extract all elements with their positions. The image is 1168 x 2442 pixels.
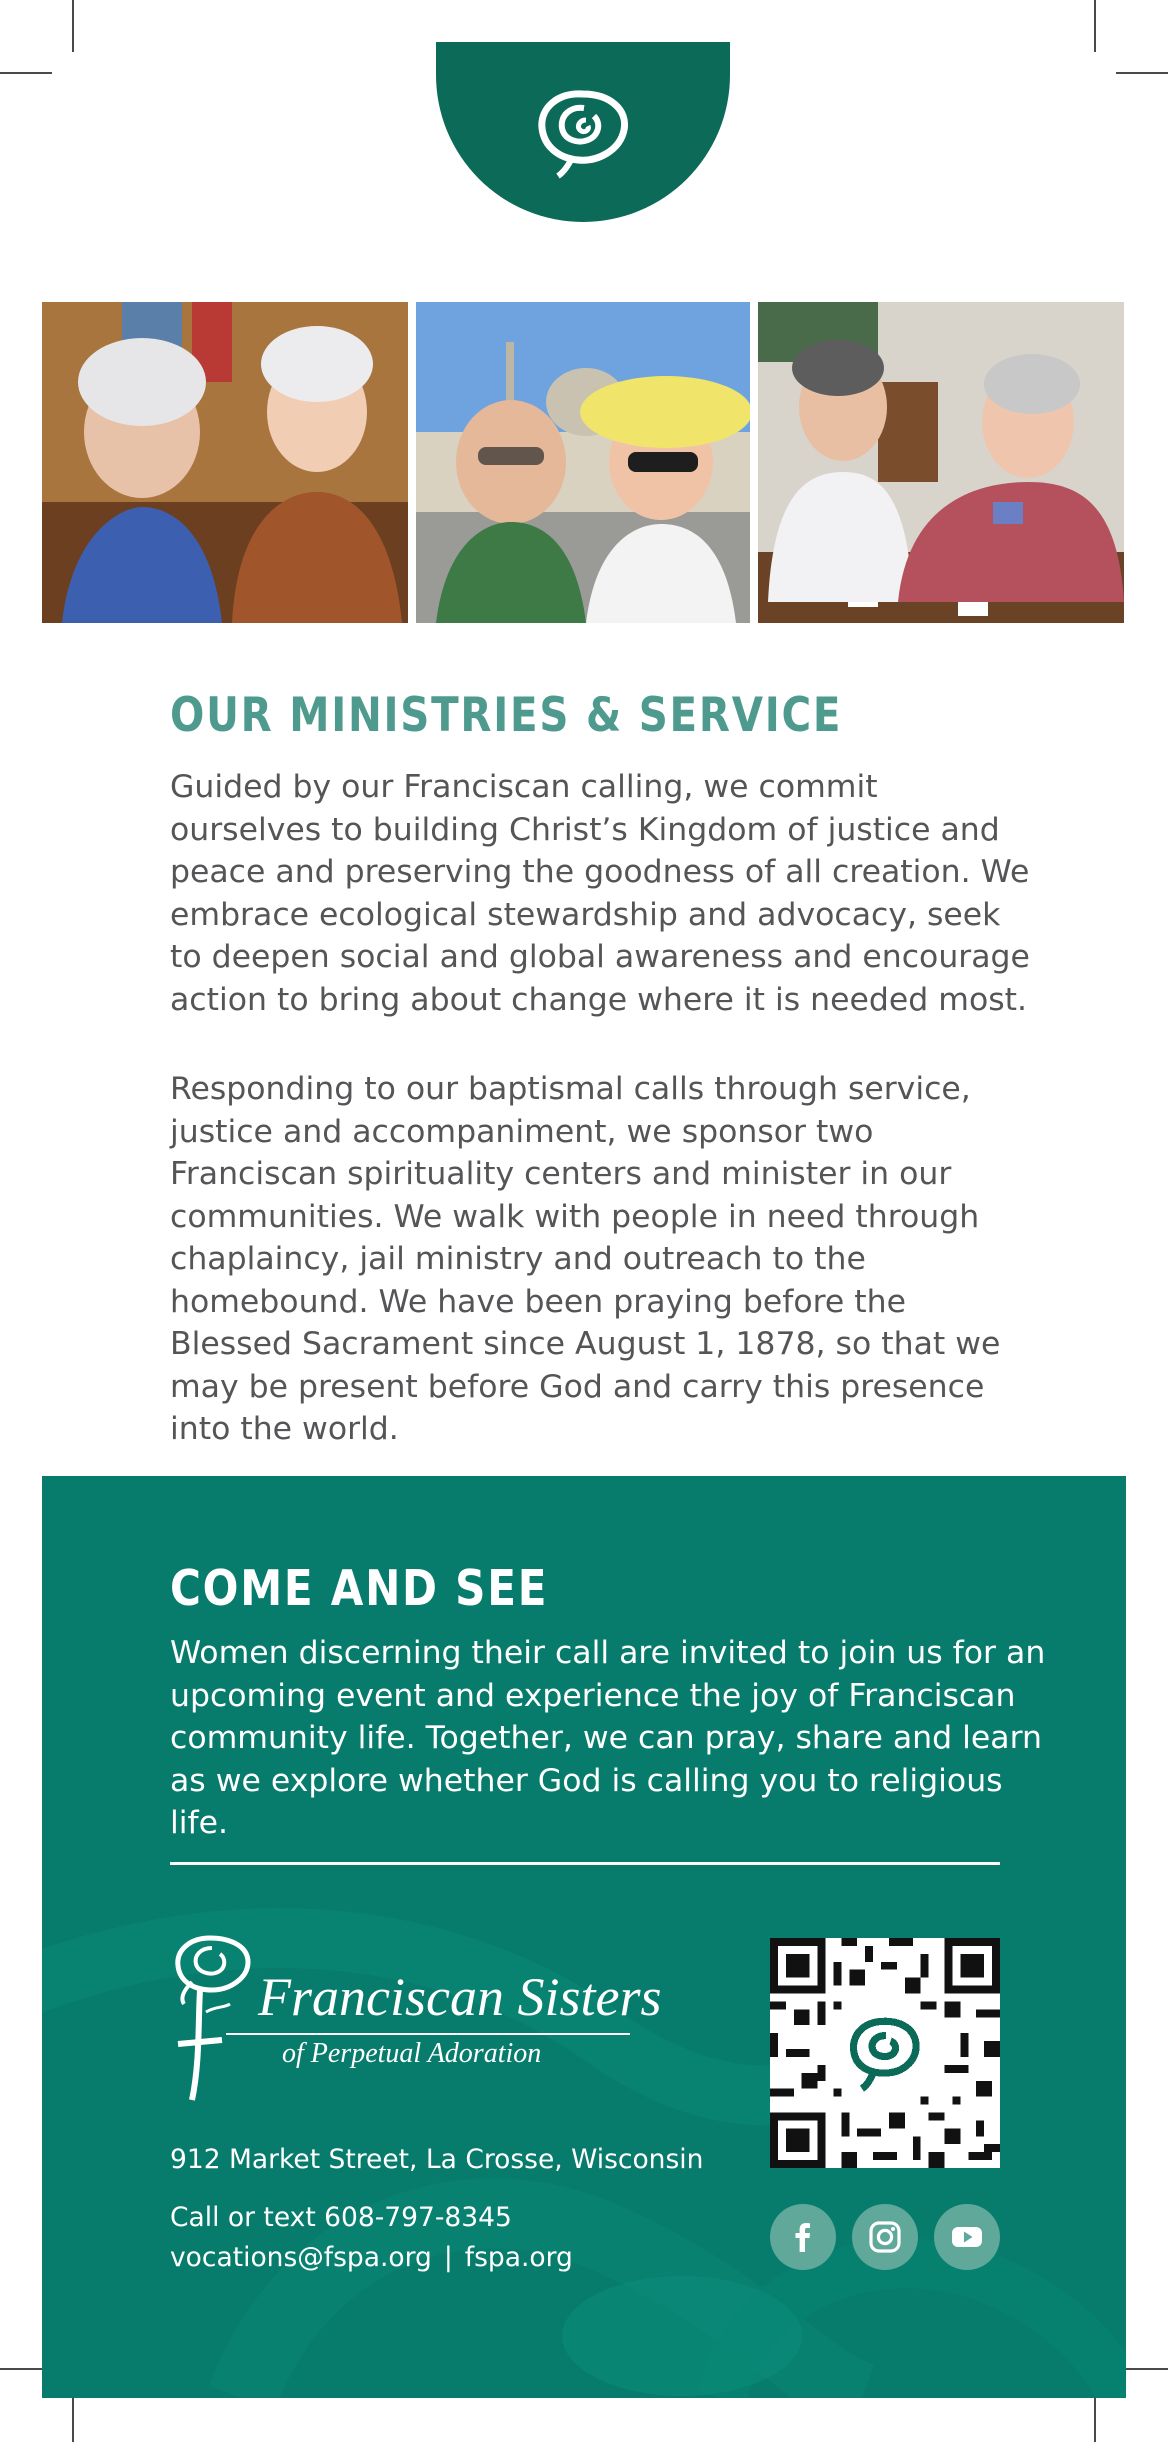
come-and-see-panel [42, 1476, 1126, 2398]
photo-two-sisters [42, 302, 408, 623]
crop-mark [1094, 0, 1096, 52]
facebook-button[interactable] [770, 2204, 836, 2270]
photo-two-sisters-smiling [42, 302, 408, 623]
logo-tagline: of Perpetual Adoration [282, 2038, 542, 2069]
address: 912 Market Street, La Crosse, Wisconsin [170, 2144, 704, 2175]
come-and-see-heading: COME AND SEE [170, 1560, 549, 1617]
crop-mark [0, 72, 52, 74]
rose-icon [528, 84, 638, 180]
photo-st-peters-selfie [416, 302, 750, 623]
qr-code-icon [770, 1938, 1000, 2168]
fspa-logo [170, 1932, 662, 2112]
logo-name: Franciscan Sisters [258, 1967, 662, 2027]
email-link[interactable]: vocations@fspa.org [170, 2242, 432, 2273]
top-rose-emblem [436, 42, 730, 222]
ministries-heading: OUR MINISTRIES & SERVICE [170, 688, 843, 743]
phone-line[interactable]: Call or text 608-797-8345 [170, 2202, 512, 2233]
crop-mark [1116, 72, 1168, 74]
photo-sisters-playing-cards [758, 302, 1124, 623]
youtube-button[interactable] [934, 2204, 1000, 2270]
divider [170, 1862, 1000, 1865]
website-link[interactable]: fspa.org [464, 2242, 573, 2273]
crop-mark [72, 0, 74, 52]
rose-cross-icon [170, 1932, 256, 2104]
logo-rule [226, 2033, 630, 2035]
ministries-paragraph-1: Guided by our Franciscan calling, we commit ourselves to building Christ’s Kingdom of justice and peace and preserving the goodness of all creation. We embrace ecological stewardship and advocacy, seek to deepen social and global awareness and encourage action to bring about change where it is needed most. [170, 769, 1030, 1018]
qr-code[interactable] [770, 1938, 1000, 2168]
photo-selfie-st-peters-basilica [416, 302, 750, 623]
youtube-icon [948, 2218, 986, 2256]
instagram-button[interactable] [852, 2204, 918, 2270]
instagram-icon [866, 2218, 904, 2256]
come-and-see-text: Women discerning their call are invited to join us for an upcoming event and experience the joy of Franciscan community life. Together, we can pray, share and learn as we explore whether God is calling you to religious life. [170, 1635, 1046, 1841]
ministries-paragraph-2: Responding to our baptismal calls through service, justice and accompaniment, we sponsor two Franciscan spirituality centers and minister in our communities. We walk with people in need through chaplaincy, jail ministry and outreach to the homebound. We have been praying before the Blessed Sacrament since August 1, 1878, so that we may be present before God and carry this presence into the world. [170, 1071, 1001, 1447]
photo-card-game [758, 302, 1124, 623]
contact-separator: | [443, 2242, 453, 2273]
contact-info [170, 2198, 573, 2278]
facebook-icon [784, 2218, 822, 2256]
